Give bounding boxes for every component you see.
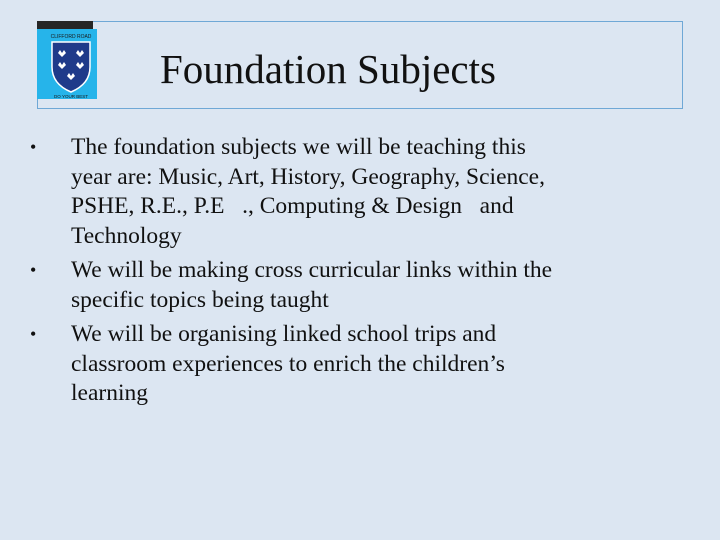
bullet-line: We will be organising linked school trips and — [71, 321, 497, 347]
school-crest-icon — [43, 29, 99, 99]
bullet-line: learning — [71, 380, 148, 406]
bullet-line: year are: Music, Art, History, Geography, Science, — [71, 163, 545, 190]
bullet-item — [30, 256, 660, 315]
crest-motto: DO YOUR BEST — [54, 94, 88, 99]
bullet-marker: • — [30, 324, 37, 344]
bullet-marker: • — [30, 137, 37, 157]
bullet-marker: • — [30, 260, 37, 280]
bullet-line: We will be making cross curricular links within the — [71, 257, 553, 283]
bullet-line: specific topics being taught — [71, 286, 329, 313]
crest-arc-text: CLIFFORD ROAD — [50, 34, 92, 40]
bullet-line: The foundation subjects we will be teaching this — [71, 134, 526, 160]
bullet-line: classroom experiences to enrich the children’s — [71, 350, 505, 377]
bullet-item — [30, 320, 660, 409]
bullet-item — [30, 133, 660, 251]
bullet-list — [30, 133, 660, 414]
slide-title: Foundation Subjects — [160, 46, 496, 92]
bullet-line: Technology — [71, 222, 182, 249]
bullet-line: PSHE, R.E., P.E ., Computing & Design and — [71, 193, 514, 219]
